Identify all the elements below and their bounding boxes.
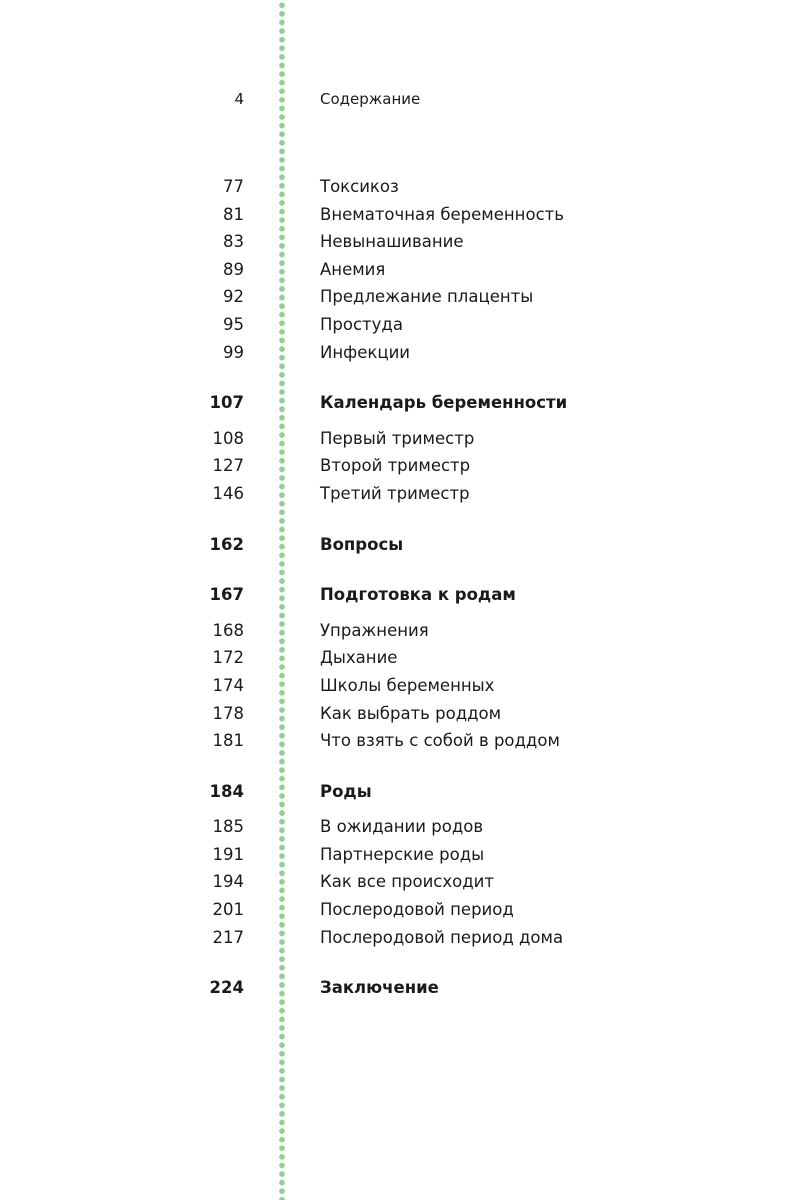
toc-entry: [0, 428, 812, 456]
toc-page-number: 95: [223, 314, 244, 334]
toc-title: Дыхание: [320, 648, 398, 668]
toc-entry: [0, 204, 812, 232]
table-of-contents: [0, 176, 812, 1013]
toc-entry: [0, 730, 812, 758]
toc-title: В ожидании родов: [320, 817, 484, 837]
toc-title: Второй триместр: [320, 456, 471, 476]
toc-title: Первый триместр: [320, 428, 475, 448]
toc-page-number: 191: [212, 844, 244, 864]
toc-title: Анемия: [320, 259, 386, 279]
toc-title: Заключение: [320, 978, 439, 998]
toc-entry: [0, 620, 812, 648]
toc-page-number: 185: [212, 817, 244, 837]
toc-title: Календарь беременности: [320, 393, 568, 413]
toc-entry: [0, 871, 812, 899]
toc-entry: [0, 675, 812, 703]
toc-page-number: 99: [223, 342, 244, 362]
toc-page-number: 108: [212, 428, 244, 448]
toc-page-number: 178: [212, 703, 244, 723]
toc-entry: [0, 176, 812, 204]
toc-entry: [0, 816, 812, 844]
toc-page-number: 77: [223, 177, 244, 196]
toc-title: Инфекции: [320, 342, 411, 362]
toc-title: Токсикоз: [320, 177, 399, 196]
toc-page-number: 174: [212, 675, 244, 695]
toc-page-number: 81: [223, 204, 244, 224]
page-number: 4: [234, 90, 244, 108]
toc-entry: [0, 703, 812, 731]
toc-section-heading: [0, 392, 812, 420]
toc-title: Простуда: [320, 314, 403, 334]
toc-page-number: 194: [212, 872, 244, 892]
toc-title: Послеродовой период: [320, 900, 514, 920]
toc-entry: [0, 455, 812, 483]
toc-section-heading: [0, 534, 812, 562]
toc-title: Партнерские роды: [320, 844, 485, 864]
toc-title: Третий триместр: [320, 483, 470, 503]
toc-page-number: 127: [212, 456, 244, 476]
toc-page-number: 201: [212, 900, 244, 920]
toc-page-number: 107: [209, 393, 244, 413]
toc-entry: [0, 647, 812, 675]
toc-entry: [0, 483, 812, 511]
toc-title: Школы беременных: [320, 675, 495, 695]
toc-title: Внематочная беременность: [320, 204, 564, 224]
toc-page-number: 167: [209, 585, 244, 605]
toc-page-number: 172: [212, 648, 244, 668]
toc-page-number: 92: [223, 287, 244, 307]
page-header: [0, 90, 812, 112]
toc-section-heading: [0, 977, 812, 1005]
toc-entry: [0, 844, 812, 872]
toc-page-number: 181: [212, 731, 244, 751]
toc-title: Роды: [320, 781, 372, 801]
toc-page-number: 224: [209, 978, 244, 998]
toc-section-heading: [0, 584, 812, 612]
toc-entry: [0, 927, 812, 955]
toc-title: Вопросы: [320, 534, 404, 554]
toc-entry: [0, 231, 812, 259]
toc-entry: [0, 286, 812, 314]
toc-page-number: 184: [209, 781, 244, 801]
toc-title: Подготовка к родам: [320, 585, 516, 605]
toc-page-number: 83: [223, 232, 244, 252]
toc-title: Что взять с собой в роддом: [320, 731, 560, 751]
page-title: Содержание: [320, 90, 421, 108]
toc-entry: [0, 899, 812, 927]
toc-title: Невынашивание: [320, 232, 464, 252]
toc-section-heading: [0, 781, 812, 809]
toc-entry: [0, 314, 812, 342]
toc-title: Упражнения: [320, 620, 429, 640]
toc-page-number: 217: [212, 927, 244, 947]
toc-page-number: 162: [209, 534, 244, 554]
toc-title: Как все происходит: [320, 872, 494, 892]
toc-entry: [0, 259, 812, 287]
toc-title: Предлежание плаценты: [320, 287, 534, 307]
toc-page-number: 146: [212, 483, 244, 503]
toc-page-number: 89: [223, 259, 244, 279]
toc-entry: [0, 342, 812, 370]
toc-page-number: 168: [212, 620, 244, 640]
toc-title: Как выбрать роддом: [320, 703, 502, 723]
toc-title: Послеродовой период дома: [320, 927, 564, 947]
